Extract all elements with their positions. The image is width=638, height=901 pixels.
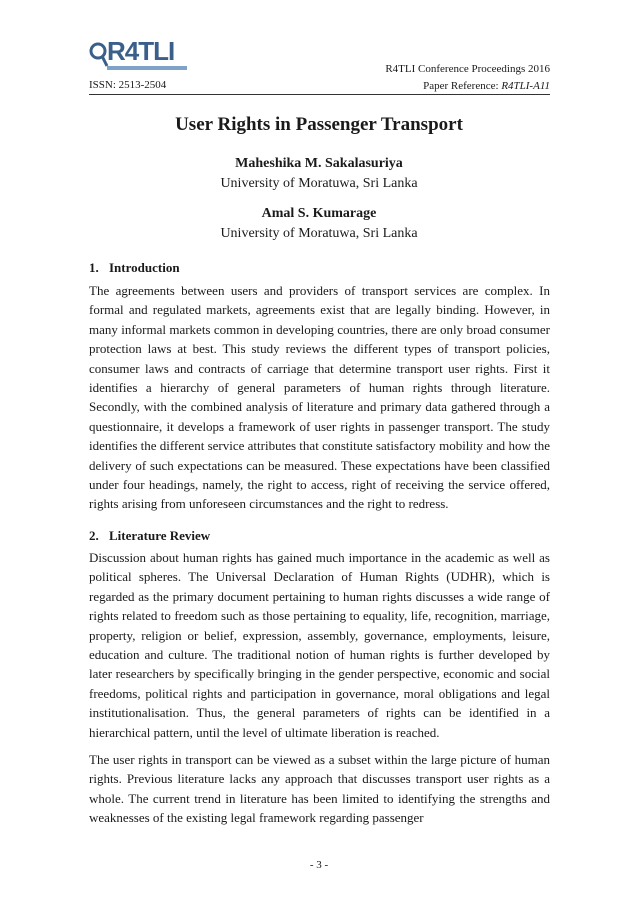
author-affiliation: University of Moratuwa, Sri Lanka [220, 176, 418, 191]
paragraph: Discussion about human rights has gained much importance in the academic as well as political spheres. The Universal Declaration of Human Rights (UDHR), which is regarded as the primary document pertaining to human rights discusses a wide range of rights related to freedom such as those pertaining to equality, life, recognition, marriage, property, religion or belief, expression, assembly, governance, employments, leisure, education and culture. The traditional notion of human rights is further developed by later researchers by specifically bringing in the gender perspective, economic and social freedoms, political rights and participation in governance, moral obligations and legal institutionalisation. Thus, the general parameters of rights can be identified in a hierarchical pattern, until the level of ultimate liberation is reached. [89, 550, 550, 740]
section-body-literature-review [89, 548, 550, 828]
section-heading-introduction [89, 260, 180, 276]
logo-underline [107, 66, 187, 70]
magnifier-logo-icon [89, 42, 109, 68]
issn-label: ISSN: 2513-2504 [89, 79, 167, 91]
paper-ref-value: R4TLI-A11 [501, 80, 550, 92]
author-affiliation: University of Moratuwa, Sri Lanka [220, 226, 418, 241]
section-number: 1. [89, 260, 99, 275]
section-heading-literature-review [89, 528, 210, 544]
header-right [385, 61, 550, 95]
author-name: Amal S. Kumarage [261, 206, 377, 221]
paper-ref-label: Paper Reference: [423, 80, 502, 92]
header-rule [89, 94, 550, 95]
page-number: - 3 - [309, 859, 329, 871]
r4tli-logo [89, 36, 189, 80]
logo-text: R4TLI [107, 36, 175, 66]
section-title: Introduction [109, 260, 180, 275]
paper-title: User Rights in Passenger Transport [175, 114, 463, 135]
section-body-introduction [89, 281, 550, 514]
section-title: Literature Review [109, 528, 211, 543]
paragraph: The agreements between users and providers of transport services are complex. In formal and regulated markets, agreements exist that are legally binding. However, in many informal markets common in developing countries, there are only broad consumer protection laws at best. This study reviews the different types of transport policies, consumer laws and contracts of carriage that determine transport user rights. First it identifies a hierarchy of general parameters of human rights through literature. Secondly, with the combined analysis of literature and primary data gathered through a questionnaire, it develops a framework of user rights in passenger transport. The study identifies the different service attributes that constitute satisfactory mobility and how the delivery of such expectations can be measured. These expectations have been classified under four headings, namely, the right to access, right of receiving the service offered, rights arising from unforeseen circumstances and the right to redress. [89, 283, 550, 512]
section-number: 2. [89, 528, 99, 543]
paragraph: The user rights in transport can be viewed as a subset within the large picture of human rights. Previous literature lacks any approach that discusses transport user rights as a whole. The current trend in literature has been limited to identifying the strengths and weaknesses of the existing legal framework regarding passenger [89, 752, 550, 826]
paper-reference [385, 78, 550, 95]
conference-name: R4TLI Conference Proceedings 2016 [385, 63, 550, 75]
author-name: Maheshika M. Sakalasuriya [235, 156, 403, 171]
